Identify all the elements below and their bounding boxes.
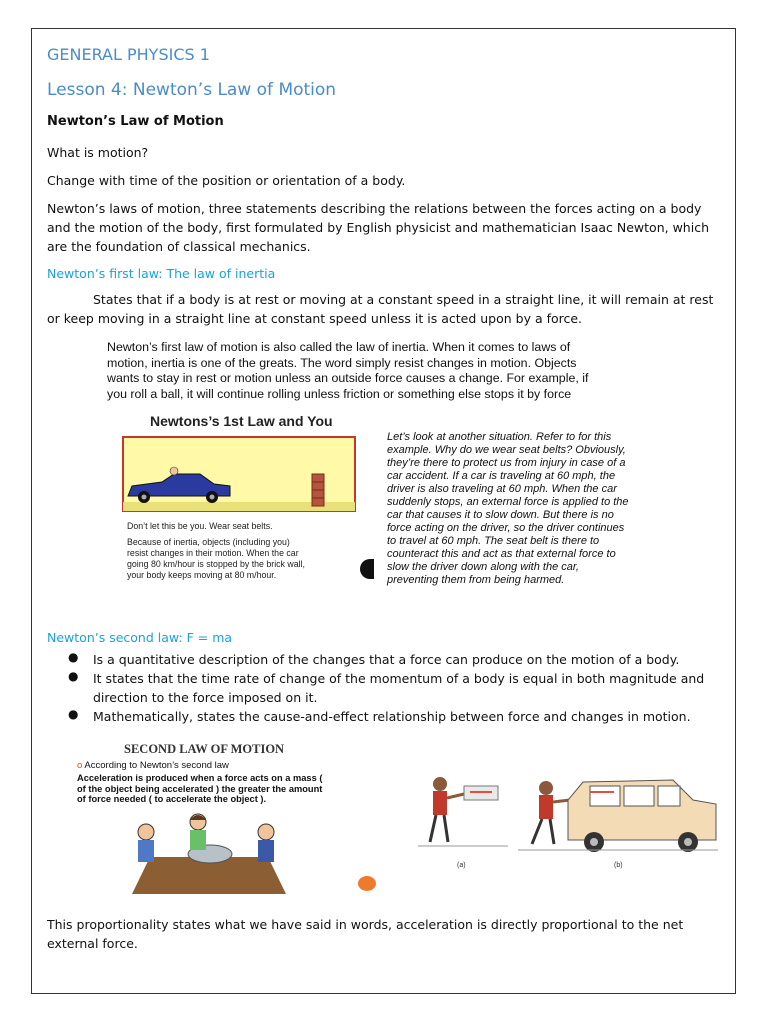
inertia-figure-text (107, 340, 667, 402)
laws-line-1: Newton’s laws of motion, three statements describing the relations between the forces acting on a body (47, 201, 702, 216)
sidebar-line-6: suddenly stops, an external force is applied to the (387, 496, 629, 508)
bullet-icon: ● (68, 650, 79, 664)
laws-line-3: are the foundation of classical mechanics. (47, 239, 311, 254)
decorative-orange-dot (358, 876, 376, 891)
seatbelt-sidebar (387, 431, 670, 587)
person-pushing-cart-icon (418, 777, 508, 846)
second-law-desc-3: of force needed ( to accelerate the object ). (77, 794, 267, 804)
brick-wall-icon (312, 474, 324, 506)
course-title: GENERAL PHYSICS 1 (47, 45, 210, 64)
sidebar-line-11: slow the driver down along with the car, (387, 561, 579, 573)
second-law-bullet-3: Mathematically, states the cause-and-effect relationship between force and changes in motion. (93, 709, 691, 724)
cartoon-title: Newtons’s 1st Law and You (150, 413, 333, 429)
first-law-line-1: States that if a body is at rest or moving at a constant speed in a straight line, it will remain at rest (93, 292, 714, 307)
figure-label-a: (a) (457, 862, 466, 869)
decorative-circle (360, 559, 374, 579)
sidebar-line-2: example. Why do we wear seat belts? Obviously, (387, 444, 626, 456)
inertia-caption-line-1: Because of inertia, objects (including you) (127, 537, 290, 547)
sidebar-line-10: counteract this and act as that external force to (387, 548, 616, 560)
sidebar-line-8: force acting on the driver, so the driver continues (387, 522, 625, 534)
inertia-caption-line-3: going 80 km/hour is stopped by the brick wall, (127, 559, 305, 569)
closing-line-2: external force. (47, 936, 138, 951)
lesson-title: Lesson 4: Newton’s Law of Motion (47, 80, 337, 100)
child-middle-icon (190, 814, 206, 850)
second-law-bullet-2-cont: direction to the force imposed on it. (93, 690, 318, 705)
seatbelt-caption: Don’t let this be you. Wear seat belts. (127, 521, 273, 531)
figure-label-b: (b) (614, 862, 623, 869)
sidebar-line-5: driver is also traveling at 60 mph. When the car (387, 483, 617, 495)
inertia-para-2: motion, inertia is one of the greats. The word simply resist changes in motion. Objects (107, 355, 577, 370)
bullet-icon: ● (68, 669, 79, 683)
inertia-caption (127, 537, 305, 581)
second-law-heading: Newton’s second law: F = ma (47, 630, 233, 645)
inertia-para-3: wants to stay in rest or motion unless an outside force causes a change. For example, if (107, 371, 589, 385)
inertia-para-1: Newton’s first law of motion is also called the law of inertia. When it comes to laws of (107, 340, 571, 354)
second-law-sub-text: According to Newton’s second law (84, 760, 229, 771)
motion-question: What is motion? (47, 145, 149, 160)
second-law-figure-title: SECOND LAW OF MOTION (124, 742, 285, 756)
kids-pushing-cartoon (128, 812, 288, 894)
sidebar-line-9: to travel at 60 mph. The seat belt is there to (387, 535, 600, 547)
sidebar-line-12: preventing them from being harmed. (387, 574, 565, 586)
car-crash-cartoon (122, 436, 356, 512)
second-law-bullet-1: Is a quantitative description of the changes that a force can produce on the motion of a body. (93, 652, 680, 667)
person-pushing-car-icon (518, 780, 718, 852)
sidebar-line-3: they’re there to protect us from injury in case of a (387, 457, 626, 469)
bullet-icon: ● (68, 707, 79, 721)
inertia-caption-line-4: your body keeps moving at 80 m/hour. (127, 570, 277, 580)
first-law-line-2: or keep moving in a straight line at constant speed unless it is acted upon by a force. (47, 311, 583, 326)
sidebar-line-4: car accident. If a car is traveling at 60 mph, the (387, 470, 616, 482)
child-left-icon (138, 824, 154, 862)
second-law-bullet-2: It states that the time rate of change of the momentum of a body is equal in both magnitude and (93, 671, 705, 686)
bullet-o-icon: o (77, 760, 85, 771)
laws-line-2: and the motion of the body, first formulated by English physicist and mathematician Isaac Newton, which (47, 220, 709, 235)
second-law-figure-sub (77, 760, 229, 771)
motion-answer: Change with time of the position or orientation of a body. (47, 173, 406, 188)
second-law-desc-1: Acceleration is produced when a force acts on a mass ( (77, 773, 323, 783)
child-right-icon (258, 824, 274, 862)
closing-line-1: This proportionality states what we have said in words, acceleration is directly proportional to the net (47, 917, 684, 932)
inertia-para-4: you roll a ball, it will continue rolling unless friction or something else stops it by force (107, 386, 572, 401)
second-law-desc-2: of the object being accelerated ) the greater the amount (77, 783, 323, 794)
push-cart-figure (418, 770, 718, 874)
sidebar-line-7: car that causes it to slow down. But there is no (387, 509, 614, 521)
second-law-figure-desc (77, 773, 322, 805)
sidebar-line-1: Let’s look at another situation. Refer to for this (387, 431, 612, 443)
inertia-caption-line-2: resist changes in their motion. When the car (127, 548, 299, 558)
first-law-heading: Newton’s first law: The law of inertia (47, 266, 276, 281)
section-title: Newton’s Law of Motion (47, 114, 224, 129)
